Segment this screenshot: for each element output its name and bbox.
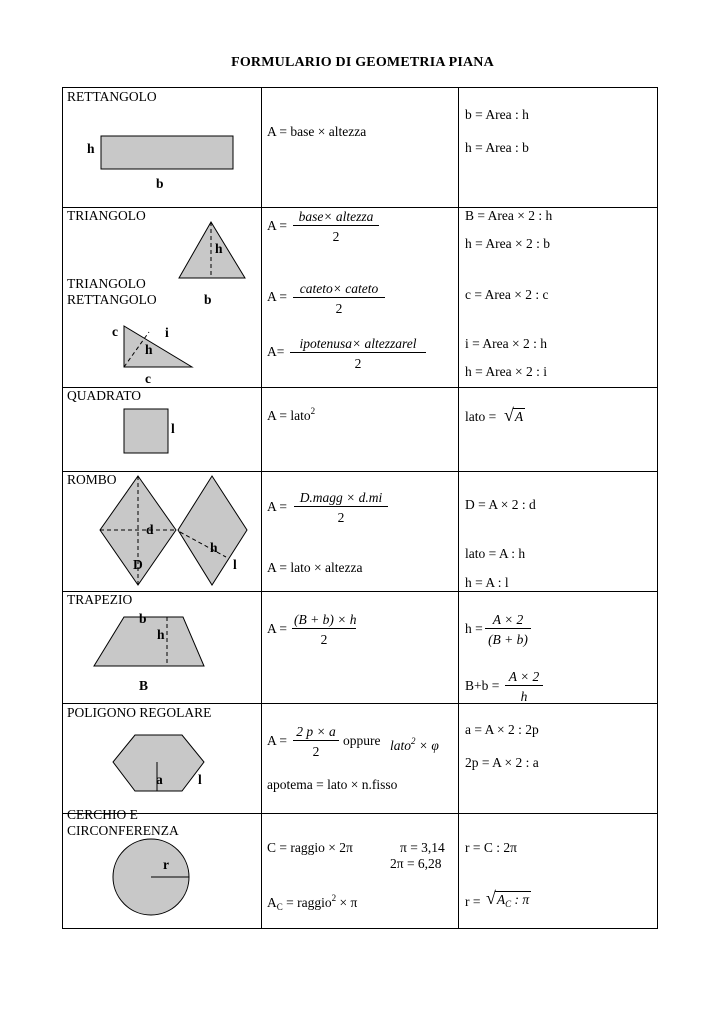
fraction-area-triangolo-rettangolo: cateto× cateto 2 (293, 281, 385, 317)
shape-name-rettangolo: RETTANGOLO (67, 89, 157, 104)
inverse-formula: r = C : 2π (465, 840, 517, 855)
figure-label-B: B (139, 678, 149, 693)
shape-name-quadrato: QUADRATO (67, 388, 142, 403)
sqrt-area: √A (504, 405, 524, 425)
formula-area-cerchio: $A_C$ = raggio$^2$ × π (267, 893, 358, 912)
formula-area-poligono-alt: lato$^2$ × φ (390, 736, 439, 753)
square-shape (124, 409, 168, 453)
shape-name-rombo: ROMBO (67, 472, 117, 487)
figure-label-h: h (87, 141, 95, 156)
shape-name-triangolo: TRIANGOLO (67, 208, 146, 223)
fraction-area-triangolo: base× altezza 2 (293, 209, 379, 245)
formula-or: oppure (343, 733, 381, 748)
inverse-formula: h = Area × 2 : i (465, 364, 547, 379)
inverse-formula: h = Area : b (465, 140, 529, 155)
figure-label-b: b (204, 292, 212, 307)
fraction-area-trapezio: $\frac{(B + b) \times h}{2}$ (294, 612, 357, 647)
figure-label-c: c (145, 371, 151, 386)
figure-label-D: D (133, 557, 143, 572)
fraction-area-ipotenusa: ipotenusa× altezzarel 2 (290, 336, 426, 372)
inverse-formula: a = A × 2 : 2p (465, 722, 539, 737)
inverse-lhs: B+b = (465, 678, 500, 693)
inverse-formula: b = Area : h (465, 107, 529, 122)
inverse-formula: c = Area × 2 : c (465, 287, 549, 302)
figure-label-b: b (139, 611, 147, 626)
figure-label-l: l (233, 557, 237, 572)
formula-lhs: A = (267, 621, 287, 636)
inverse-lhs: r = (465, 894, 481, 909)
shape-name-cerchio: CERCHIO E (67, 807, 138, 822)
figure-label-b: b (156, 176, 164, 191)
page-title: FORMULARIO DI GEOMETRIA PIANA (231, 55, 494, 70)
rectangle-shape (101, 136, 233, 169)
inverse-lato-lhs: lato = (465, 409, 497, 424)
figure-label-l: l (198, 772, 202, 787)
inverse-formula: lato = A : h (465, 546, 526, 561)
right-triangle-shape (124, 326, 192, 367)
inverse-lhs: h = (465, 621, 483, 636)
fraction-area-poligono: $\frac{2 p \times a}{2}$ (293, 724, 339, 760)
formula-area-quadrato: A = lato$^2$ (267, 406, 316, 423)
figure-label-l: l (171, 421, 175, 436)
inverse-formula: 2p = A × 2 : a (465, 755, 539, 770)
triangle-shape (179, 222, 245, 278)
figure-label-h: h (145, 342, 153, 357)
fraction-area-rombo: D.magg × d.mi 2 (294, 490, 388, 526)
formula-area-rettangolo: A = base × altezza (267, 124, 367, 139)
inverse-formula: i = Area × 2 : h (465, 336, 547, 351)
shape-name-triangolo-rettangolo: RETTANGOLO (67, 292, 157, 307)
figure-label-c: c (112, 324, 118, 339)
formula-lhs: A = (267, 289, 287, 304)
constant-pi: π = 3,14 (400, 840, 445, 855)
figure-label-h: h (215, 241, 223, 256)
figure-label-h: h (157, 627, 165, 642)
formula-lhs: A = (267, 218, 287, 233)
formula-circonferenza: C = raggio × 2π (267, 840, 353, 855)
formula-area-rombo-alt: A = lato × altezza (267, 560, 363, 575)
figure-label-a: a (156, 772, 163, 787)
shape-name-poligono: POLIGONO REGOLARE (67, 705, 212, 720)
shape-name-trapezio: TRAPEZIO (67, 592, 133, 607)
shape-name-triangolo-rettangolo: TRIANGOLO (67, 276, 146, 291)
figure-label-d: d (146, 522, 154, 537)
figure-label-i: i (165, 325, 169, 340)
formula-lhs: A = (267, 499, 287, 514)
formula-apotema: apotema = lato × n.fisso (267, 777, 398, 792)
figure-label-r: r (163, 857, 169, 872)
inverse-formula: B = Area × 2 : h (465, 208, 553, 223)
formula-lhs: A= (267, 344, 285, 359)
sqrt-area-cerchio: $√A_C$ : π (486, 888, 530, 909)
formula-lhs: A = (267, 733, 287, 748)
shape-name-circonferenza: CIRCONFERENZA (67, 823, 179, 838)
inverse-formula: h = Area × 2 : b (465, 236, 550, 251)
constant-2pi: 2π = 6,28 (390, 856, 442, 871)
figure-label-h: h (210, 540, 218, 555)
inverse-formula: D = A × 2 : d (465, 497, 536, 512)
inverse-formula: h = A : l (465, 575, 509, 590)
trapezoid-shape (94, 617, 204, 666)
fraction-inverse-bases: $\frac{A \times 2}{h}$ (505, 669, 543, 705)
fraction-inverse-h: $\frac{A \times 2}{(B + b)}$ (485, 612, 531, 648)
